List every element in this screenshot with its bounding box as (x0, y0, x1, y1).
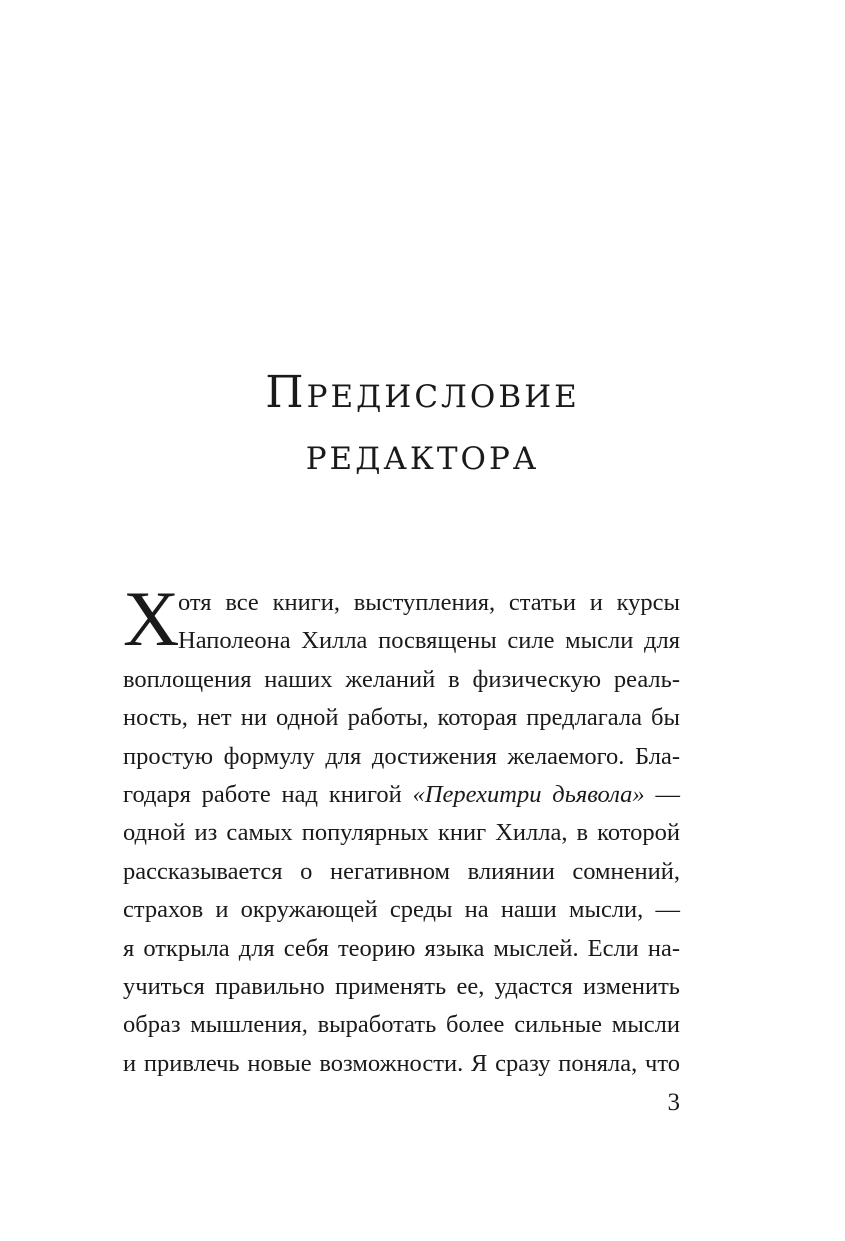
text-line: одной из самых популярных книг Хилла, в которой (123, 819, 680, 847)
dash: — (655, 780, 680, 808)
text-line: я открыла для себя теорию языка мыслей. Если на- (123, 934, 680, 962)
chapter-title-line-2: редактора (305, 429, 540, 480)
text-line: воплощения наших желаний в физическую реаль- (123, 665, 680, 693)
text-fragment: годаря работе над книгой (123, 780, 402, 808)
text-line: ность, нет ни одной работы, которая предлагала бы (123, 704, 680, 732)
text-line: и привлечь новые возможности. Я сразу поняла, что (123, 1049, 680, 1077)
text-line-with-book-title (123, 776, 680, 814)
page-number: 3 (667, 1089, 680, 1116)
book-title: «Перехитри дьявола» (412, 780, 645, 808)
chapter-title-line-1: Предисловие (265, 367, 580, 418)
text-line: страхов и окружающей среды на наши мысли, — (123, 896, 680, 924)
body-text (123, 575, 680, 1083)
text-line: Наполеона Хилла посвящены силе мысли для (178, 627, 680, 655)
text-line: учиться правильно применять ее, удастся изменить (123, 972, 680, 1000)
text-line: образ мышления, выработать более сильные мысли (123, 1011, 680, 1039)
drop-cap: Х (123, 575, 180, 662)
text-line: простую формулу для достижения желаемого. Бла- (123, 742, 680, 770)
chapter-title (0, 362, 845, 486)
text-line: отя все книги, выступления, статьи и курсы (178, 589, 680, 616)
text-line: рассказывается о негативном влиянии сомнений, (123, 857, 680, 885)
